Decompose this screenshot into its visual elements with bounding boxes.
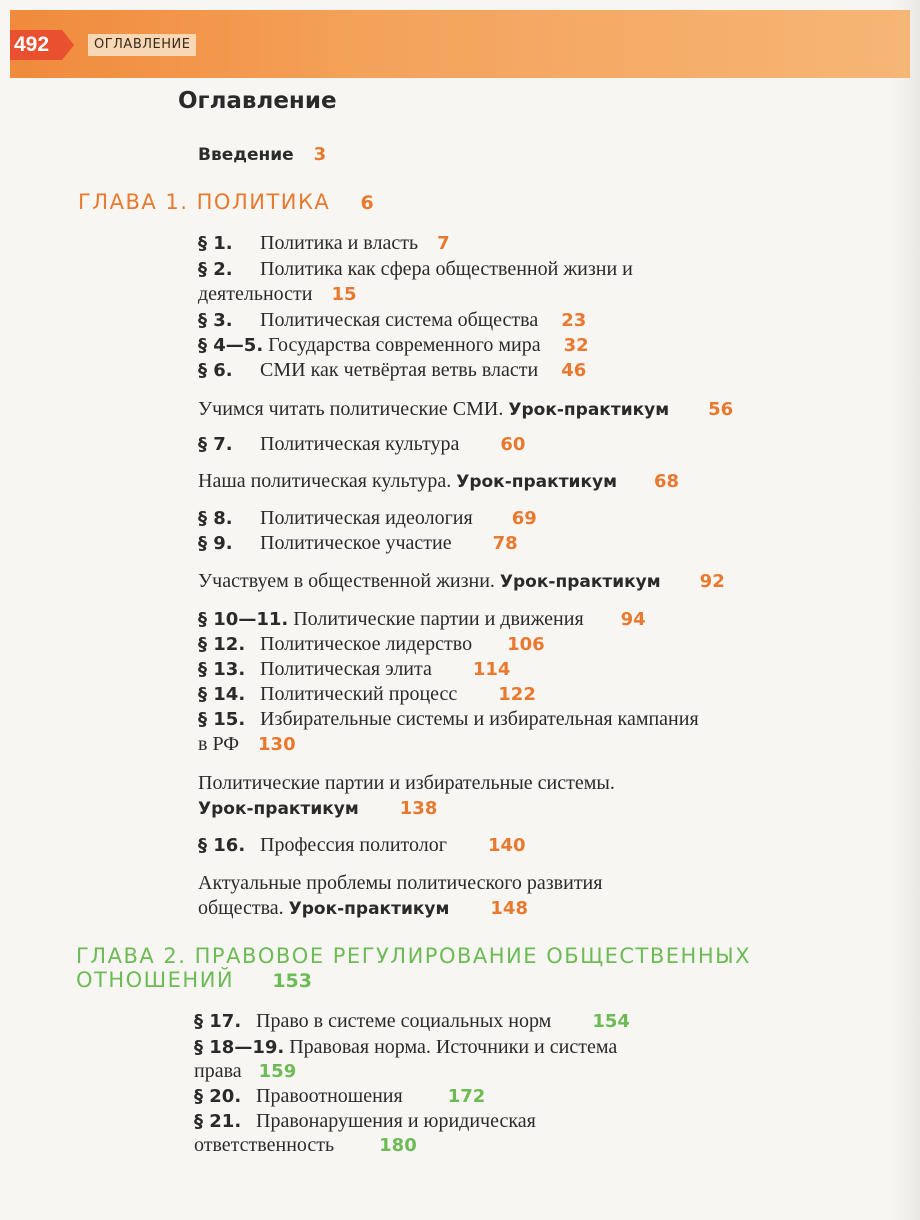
chapter2-page: 153 [272, 970, 312, 992]
toc-entry[interactable]: § 4—5. Государства современного мира 32 [198, 334, 589, 356]
toc-practicum-continued[interactable]: Урок-практикум 138 [198, 798, 438, 819]
toc-entry[interactable]: § 8. Политическая идеология 69 [198, 507, 537, 529]
toc-practicum[interactable]: Участвуем в общественной жизни. Урок-практикум 92 [198, 570, 725, 592]
toc-entry[interactable]: § 13. Политическая элита 114 [198, 658, 511, 680]
section-label: ОГЛАВЛЕНИЕ [88, 34, 196, 56]
toc-entry[interactable]: § 16. Профессия политолог 140 [198, 834, 526, 856]
toc-practicum[interactable]: Наша политическая культура. Урок-практикум 68 [198, 470, 680, 492]
chapter2-label2: ОТНОШЕНИЙ [76, 968, 235, 992]
intro-entry[interactable] [198, 144, 326, 165]
intro-label: Введение [198, 145, 294, 165]
toc-practicum[interactable]: Политические партии и избирательные системы. [198, 772, 615, 794]
toc-entry[interactable]: § 2. Политика как сфера общественной жизни и [198, 258, 633, 280]
page-number-badge: 492 [10, 30, 62, 60]
toc-entry-continued[interactable]: деятельности 15 [198, 283, 357, 305]
chapter1-heading[interactable] [78, 190, 374, 214]
toc-practicum[interactable]: Учимся читать политические СМИ. Урок-практикум 56 [198, 398, 734, 420]
toc-entry[interactable]: § 3. Политическая система общества 23 [198, 309, 587, 331]
toc-entry[interactable]: § 12. Политическое лидерство 106 [198, 633, 545, 655]
toc-entry[interactable]: § 18—19. Правовая норма. Источники и система [194, 1036, 618, 1058]
chapter2-label: ГЛАВА 2. ПРАВОВОЕ РЕГУЛИРОВАНИЕ ОБЩЕСТВЕННЫХ [76, 944, 752, 968]
toc-practicum[interactable]: Актуальные проблемы политического развития [198, 872, 603, 894]
chapter1-page: 6 [360, 192, 374, 214]
page-header [10, 10, 910, 78]
toc-entry-continued[interactable]: права 159 [194, 1060, 297, 1082]
toc-entry[interactable]: § 10—11. Политические партии и движения 94 [198, 608, 646, 630]
intro-page: 3 [313, 144, 327, 165]
toc-entry[interactable]: § 21. Правонарушения и юридическая [194, 1110, 536, 1132]
toc-entry[interactable]: § 20. Правоотношения 172 [194, 1085, 486, 1107]
chapter2-heading-continued[interactable] [76, 968, 312, 992]
page-edge-shadow [890, 0, 920, 1220]
toc-entry[interactable]: § 6. СМИ как четвёртая ветвь власти 46 [198, 359, 587, 381]
page-title: Оглавление [178, 88, 337, 114]
toc-entry-continued[interactable]: ответственность 180 [194, 1134, 417, 1156]
page: ⠀ 492 ОГЛАВЛЕНИЕ Оглавление Введение 3 ГЛАВА 1. ПОЛИТИКА 6 § 1. Политика и власть 7 § 2. Политика как сфера общественной жизни и деятельности 15 § 3. Политическая система общества 23 § 4—5. Государства современного мира 32 § 6. СМИ как четвёртая ветвь власти 46 Учимся читать политические СМИ. Урок-практикум 56 § 7. Политическая культура 60 Наша политическая культура. Урок-практикум 68 § 8. Политическая идеология 69 § 9. Политическое участие 78 Участвуем в общественной жизни. Урок-практикум 92 § 10—11. Политические партии и движения 94 § 12. Политическое лидерство 106 § 13. Политическая элита 114 § 14. Политический процесс 122 § 15. Избирательные системы и избирательная кампания в РФ 130 Политические партии и избирательные системы. Урок-практикум 138 § 16. Профессия политолог 140 Актуальные проблемы политического развития общества. Урок-практикум 148 ГЛАВА 2. ПРАВОВОЕ РЕГУЛИРОВАНИЕ ОБЩЕСТВЕННЫХ ОТНОШЕНИЙ 153 § 17. Право в системе социальных норм 154 § 18—19. Правовая норма. Источники и система права 159 § 20. Правоотношения 172 § 21. Правонарушения и юридическая ответственность 180 [0, 0, 920, 1220]
toc-entry[interactable]: § 9. Политическое участие 78 [198, 532, 518, 554]
toc-entry[interactable]: § 17. Право в системе социальных норм 154 [194, 1010, 630, 1032]
toc-entry[interactable]: § 7. Политическая культура 60 [198, 433, 526, 455]
chapter1-label: ГЛАВА 1. ПОЛИТИКА [78, 190, 331, 214]
toc-practicum-continued[interactable]: общества. Урок-практикум 148 [198, 897, 528, 919]
chapter2-heading[interactable] [76, 944, 751, 968]
toc-entry[interactable]: § 14. Политический процесс 122 [198, 683, 536, 705]
toc-entry[interactable]: § 1. Политика и власть 7 [198, 232, 450, 254]
toc-entry-continued[interactable]: в РФ 130 [198, 733, 296, 755]
toc-entry[interactable]: § 15. Избирательные системы и избирательная кампания [198, 708, 699, 730]
